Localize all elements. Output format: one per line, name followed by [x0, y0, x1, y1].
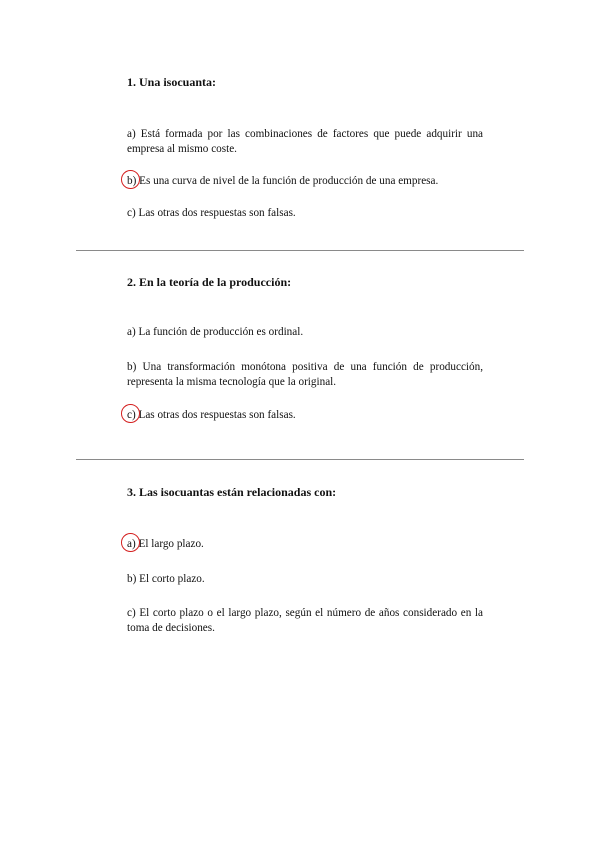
question-1-option-b	[127, 174, 483, 189]
option-letter: a)	[127, 128, 136, 140]
option-text: Una transformación monótona positiva de una función de producción, representa la misma tecnología que la original.	[127, 361, 484, 388]
question-2-option-a	[127, 325, 483, 340]
option-text: Es una curva de nivel de la función de producción de una empresa.	[139, 175, 439, 187]
option-letter: b)	[127, 361, 137, 373]
option-letter: a)	[127, 326, 136, 338]
section-divider	[76, 250, 524, 251]
question-1-option-a	[127, 127, 483, 156]
option-letter-marked	[127, 408, 136, 423]
answer-circle-mark	[121, 533, 140, 552]
option-letter: c)	[127, 607, 136, 619]
option-text: Las otras dos respuestas son falsas.	[138, 207, 296, 219]
question-3-option-c	[127, 606, 483, 635]
question-3-option-b	[127, 572, 483, 587]
option-text: Las otras dos respuestas son falsas.	[138, 409, 296, 421]
question-2-title: 2. En la teoría de la producción:	[127, 275, 292, 289]
option-letter: a)	[127, 538, 136, 550]
option-letter-marked	[127, 174, 136, 189]
option-letter: c)	[127, 207, 136, 219]
question-2-option-b	[127, 360, 483, 389]
answer-circle-mark	[121, 404, 140, 423]
option-letter: b)	[127, 573, 137, 585]
option-text: El corto plazo.	[139, 573, 205, 585]
option-text: La función de producción es ordinal.	[138, 326, 304, 338]
question-3-title: 3. Las isocuantas están relacionadas con:	[127, 485, 337, 499]
option-letter: b)	[127, 175, 137, 187]
question-3-option-a	[127, 537, 483, 552]
option-text: El largo plazo.	[138, 538, 204, 550]
question-1-option-c	[127, 206, 483, 221]
section-divider	[76, 459, 524, 460]
option-letter: c)	[127, 409, 136, 421]
answer-circle-mark	[121, 170, 140, 189]
option-text: Está formada por las combinaciones de factores que puede adquirir una empresa al mismo coste.	[127, 128, 484, 155]
question-2-option-c	[127, 408, 483, 423]
option-text: El corto plazo o el largo plazo, según el número de años considerado en la toma de decisiones.	[127, 607, 484, 634]
option-letter-marked	[127, 537, 136, 552]
question-1-title: 1. Una isocuanta:	[127, 75, 217, 89]
